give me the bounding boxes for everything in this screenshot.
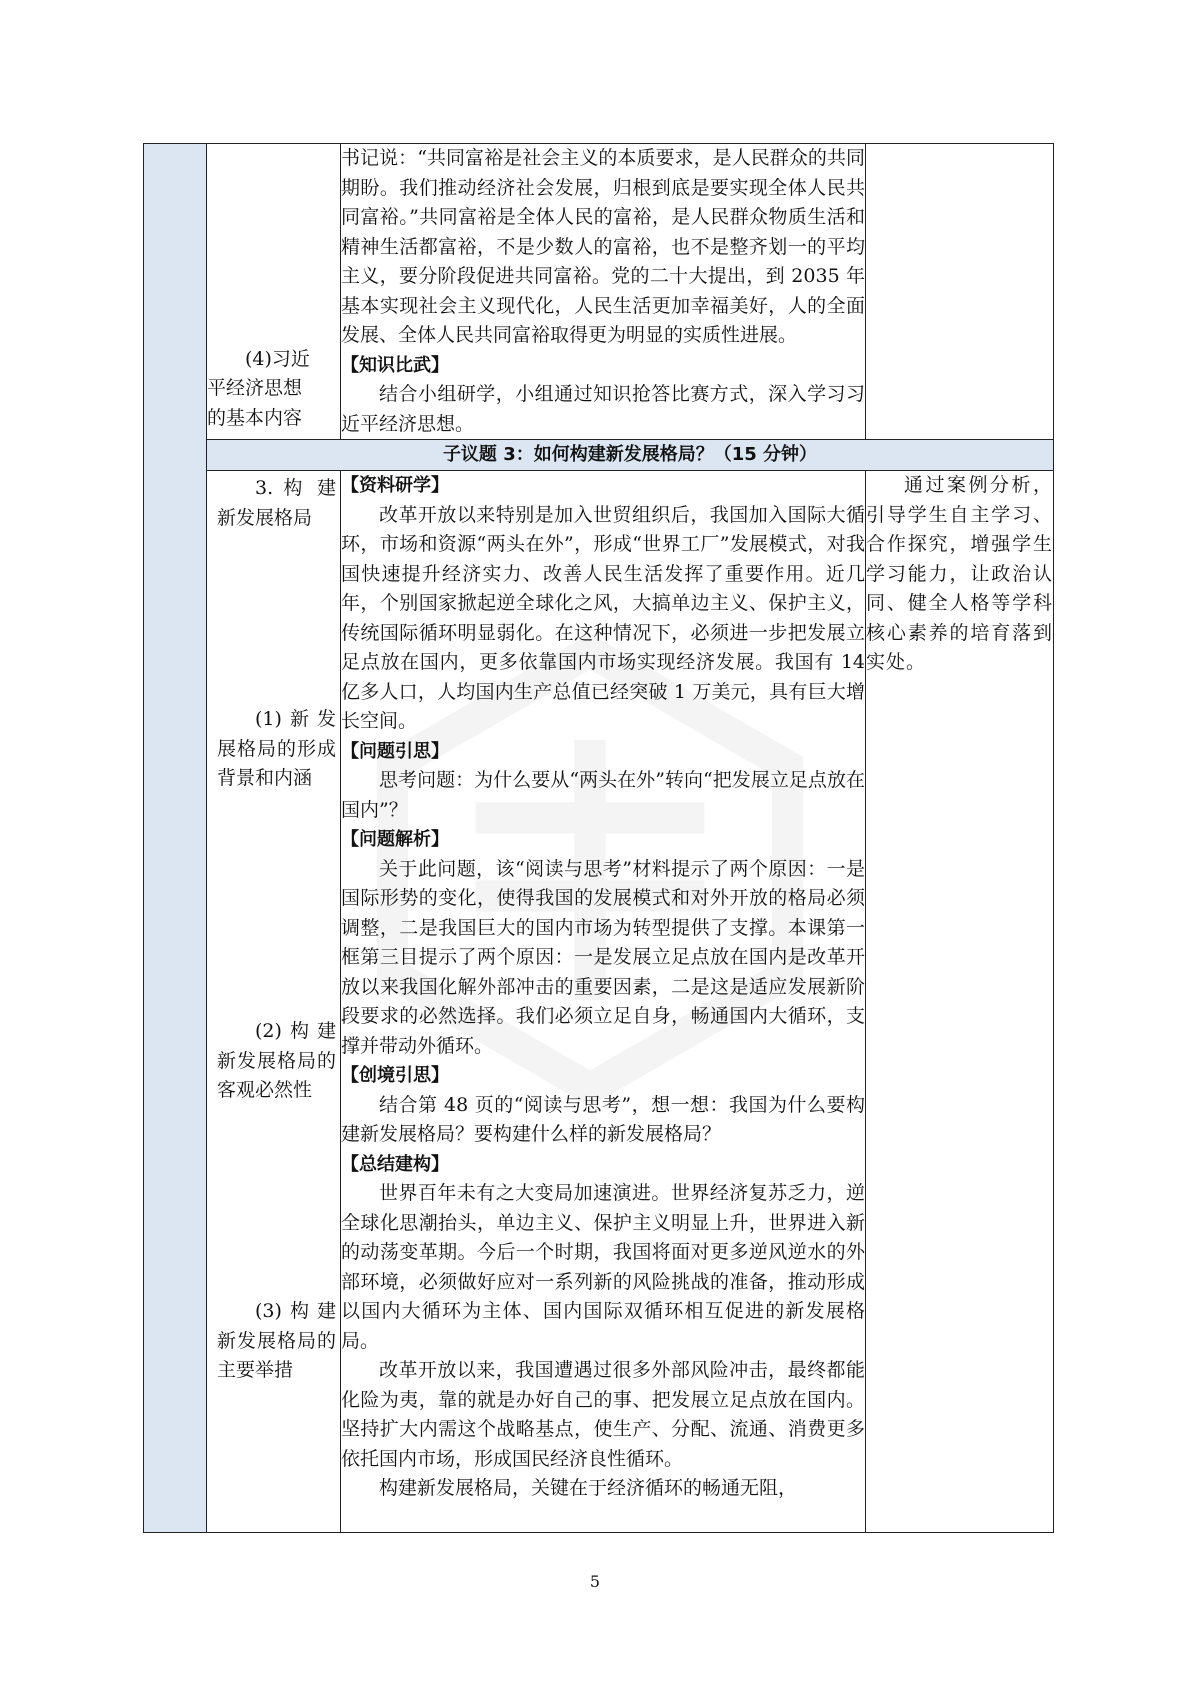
topic-line: (4)习近 bbox=[245, 347, 310, 370]
topic-line: 平经济思想 bbox=[207, 377, 303, 399]
topic-line: 的基本内容 bbox=[207, 406, 303, 429]
section-heading: 【问题解析】 bbox=[341, 829, 449, 850]
paragraph: 结合第 48 页的“阅读与思考”，想一想：我国为什么要构建新发展格局？要构建什么样的新发展格局？ bbox=[341, 1093, 865, 1145]
topic-heading: 3. 构 建新发展格局 bbox=[217, 477, 336, 529]
topic-cell bbox=[207, 471, 341, 1533]
design-note-cell bbox=[866, 471, 1054, 1533]
section-heading: 【知识比武】 bbox=[341, 354, 449, 376]
design-note: 通过案例分析，引导学生自主学习、合作探究，增强学生学习能力，让政治认同、健全人格等学科核心素养的培育落到实处。 bbox=[866, 474, 1053, 673]
topic-cell bbox=[207, 144, 341, 440]
table-row bbox=[144, 471, 1054, 1533]
stage-column bbox=[144, 144, 207, 1533]
section-heading: 【问题引思】 bbox=[341, 740, 449, 762]
subtopic-header: 子议题 3：如何构建新发展格局？（15 分钟） bbox=[207, 440, 1054, 471]
topic-subheading: (3)构建新发展格局的主要举措 bbox=[217, 1300, 336, 1381]
activity-cell bbox=[341, 144, 866, 440]
paragraph: 书记说：“共同富裕是社会主义的本质要求，是人民群众的共同期盼。我们推动经济社会发展，归根到底是要实现全体人民共同富裕。”共同富裕是全体人民的富裕，是人民群众物质生活和精神生活都富裕，不是少数人的富裕，也不是整齐划一的平均主义，要分阶段促进共同富裕。党的二十大提出，到 2035 年基本实现社会主义现代化，人民生活更加幸福美好，人的全面发展、全体人民共同富裕取得更为明显的实质性进展。 bbox=[341, 147, 865, 346]
paragraph: 思考问题：为什么要从“两头在外”转向“把发展立足点放在国内”？ bbox=[341, 769, 865, 821]
design-note-cell bbox=[866, 144, 1054, 440]
paragraph: 改革开放以来，我国遭遇过很多外部风险冲击，最终都能化险为夷，靠的就是办好自己的事、把发展立足点放在国内。坚持扩大内需这个战略基点，使生产、分配、流通、消费更多依托国内市场，形成国民经济良性循环。 bbox=[341, 1359, 865, 1470]
page-number: 5 bbox=[589, 1572, 601, 1591]
paragraph: 改革开放以来特别是加入世贸组织后，我国加入国际大循环，市场和资源“两头在外”，形成“世界工厂”发展模式，对我国快速提升经济实力、改善人民生活发挥了重要作用。近几年，个别国家掀起逆全球化之风，大搞单边主义、保护主义，传统国际循环明显弱化。在这种情况下，必须进一步把发展立足点放在国内，更多依靠国内市场实现经济发展。我国有 14 亿多人口，人均国内生产总值已经突破 1 万美元，具有巨大增长空间。 bbox=[341, 503, 865, 732]
section-heading: 【总结建构】 bbox=[341, 1153, 449, 1175]
table-row bbox=[144, 144, 1054, 440]
paragraph: 构建新发展格局，关键在于经济循环的畅通无阻， bbox=[379, 1477, 798, 1499]
section-heading: 【资料研学】 bbox=[341, 475, 449, 496]
paragraph: 世界百年未有之大变局加速演进。世界经济复苏乏力，逆全球化思潮抬头，单边主义、保护主义明显上升，世界进入新的动荡变革期。今后一个时期，我国将面对更多逆风逆水的外部环境，必须做好应对一系列新的风险挑战的准备，推动形成以国内大循环为主体、国内国际双循环相互促进的新发展格局。 bbox=[341, 1182, 865, 1352]
paragraph: 关于此问题，该“阅读与思考”材料提示了两个原因：一是国际形势的变化，使得我国的发展模式和对外开放的格局必须调整，二是我国巨大的国内市场为转型提供了支撑。本课第一框第三目提示了两个原因：一是发展立足点放在国内是改革开放以来我国化解外部冲击的重要因素，二是这是适应发展新阶段要求的必然选择。我们必须立足自身，畅通国内大循环，支撑并带动外循环。 bbox=[341, 857, 865, 1057]
topic-subheading: (2)构建新发展格局的客观必然性 bbox=[217, 1020, 336, 1101]
subtopic-row bbox=[144, 440, 1054, 471]
lesson-plan-table bbox=[143, 143, 1054, 1533]
activity-cell bbox=[341, 471, 866, 1533]
section-heading: 【创境引思】 bbox=[341, 1065, 449, 1086]
topic-subheading: (1)新发展格局的形成背景和内涵 bbox=[217, 708, 336, 789]
paragraph: 结合小组研学，小组通过知识抢答比赛方式，深入学习习近平经济思想。 bbox=[341, 383, 865, 435]
